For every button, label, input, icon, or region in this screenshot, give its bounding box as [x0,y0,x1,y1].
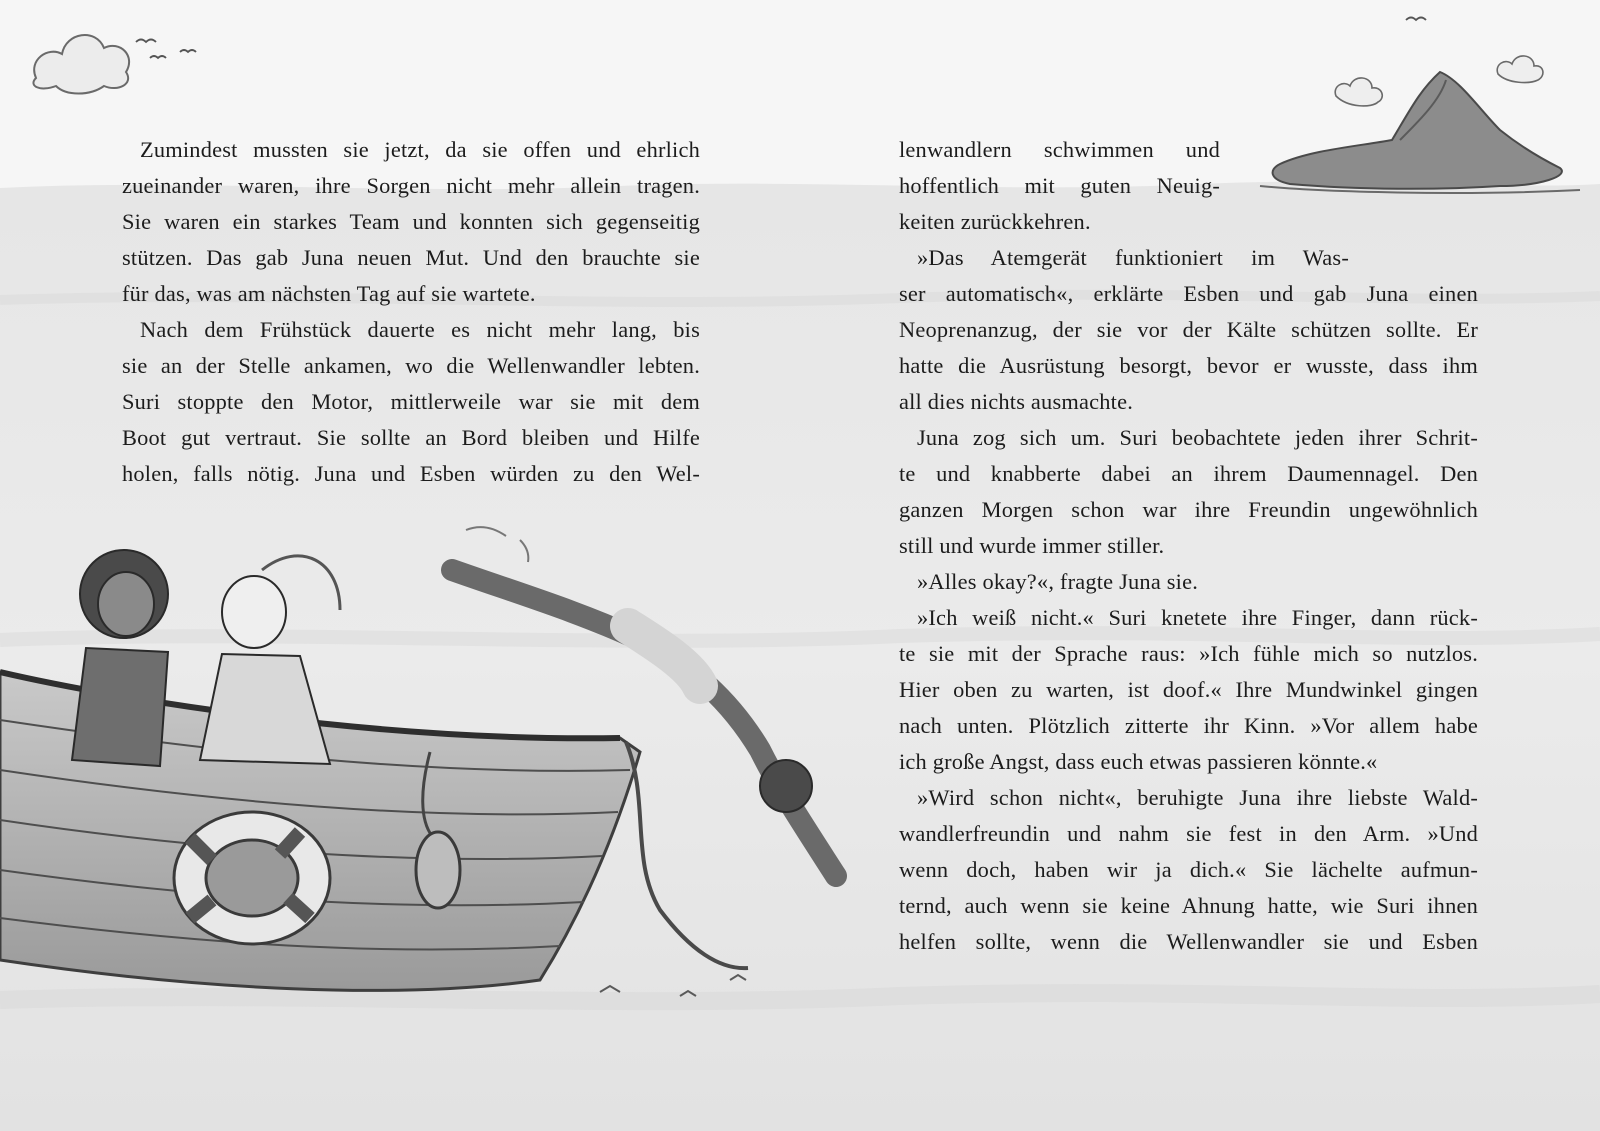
text-line: wandlerfreundin und nahm sie fest in den Arm. »Und [899,821,1478,846]
text-line: holen, falls nötig. Juna und Esben würden zu den Wel- [122,461,700,486]
text-line: ser automatisch«, erklärte Esben und gab Juna einen [899,281,1478,306]
text-line: »Wird schon nicht«, beruhigte Juna ihre liebste Wald- [917,785,1478,810]
text-line: Boot gut vertraut. Sie sollte an Bord bleiben und Hilfe [122,425,700,450]
text-line: all dies nichts ausmachte. [899,389,1134,414]
text-line: ternd, auch wenn sie keine Ahnung hatte, wie Suri ihnen [899,893,1478,918]
text-line: ganzen Morgen schon war ihre Freundin ungewöhnlich [899,497,1478,522]
text-line: Juna zog sich um. Suri beobachtete jeden ihrer Schrit- [917,425,1478,450]
text-line: »Alles okay?«, fragte Juna sie. [917,569,1199,594]
girl-suri-icon [72,550,168,766]
text-line: ich große Angst, dass euch etwas passieren könnte.« [899,749,1378,774]
text-line: sie an der Stelle ankamen, wo die Wellenwandler lebten. [122,353,700,378]
text-line: te sie mit der Sprache raus: »Ich fühle mich so nutzlos. [899,641,1478,666]
text-line: Suri stoppte den Motor, mittlerweile war sie mit dem [122,389,700,414]
right-page-text [899,132,1478,960]
text-line: Nach dem Frühstück dauerte es nicht mehr lang, bis [140,317,700,342]
text-line: te und knabberte dabei an ihrem Daumennagel. Den [899,461,1478,486]
lifebuoy-icon [174,812,330,944]
text-line: Hier oben zu warten, ist doof.« Ihre Mundwinkel gingen [899,677,1478,702]
left-page-text [122,132,700,492]
text-line: keiten zurückkehren. [899,209,1091,234]
text-line: zueinander waren, ihre Sorgen nicht mehr allein tragen. [122,173,700,198]
text-line: hoffentlich mit guten Neuig- [899,173,1220,198]
text-line: »Das Atemgerät funktioniert im Was- [917,245,1349,270]
text-line: Sie waren ein starkes Team und konnten sich gegenseitig [122,209,700,234]
text-line: still und wurde immer stiller. [899,533,1165,558]
text-line: wenn doch, haben wir ja dich.« Sie lächelte aufmun- [899,857,1478,882]
text-line: helfen sollte, wenn die Wellenwandler sie und Esben [899,929,1478,954]
text-line: für das, was am nächsten Tag auf sie wartete. [122,281,536,306]
text-line: Neoprenanzug, der sie vor der Kälte schützen sollte. Er [899,317,1478,342]
text-line: lenwandlern schwimmen und [899,137,1220,162]
text-line: »Ich weiß nicht.« Suri knetete ihre Finger, dann rück- [917,605,1478,630]
text-line: hatte die Ausrüstung besorgt, bevor er wusste, dass ihm [899,353,1478,378]
text-line: stützen. Das gab Juna neuen Mut. Und den brauchte sie [122,245,700,270]
text-line: Zumindest mussten sie jetzt, da sie offen und ehrlich [140,137,700,162]
text-line: nach unten. Plötzlich zitterte ihr Kinn. »Vor allem habe [899,713,1478,738]
